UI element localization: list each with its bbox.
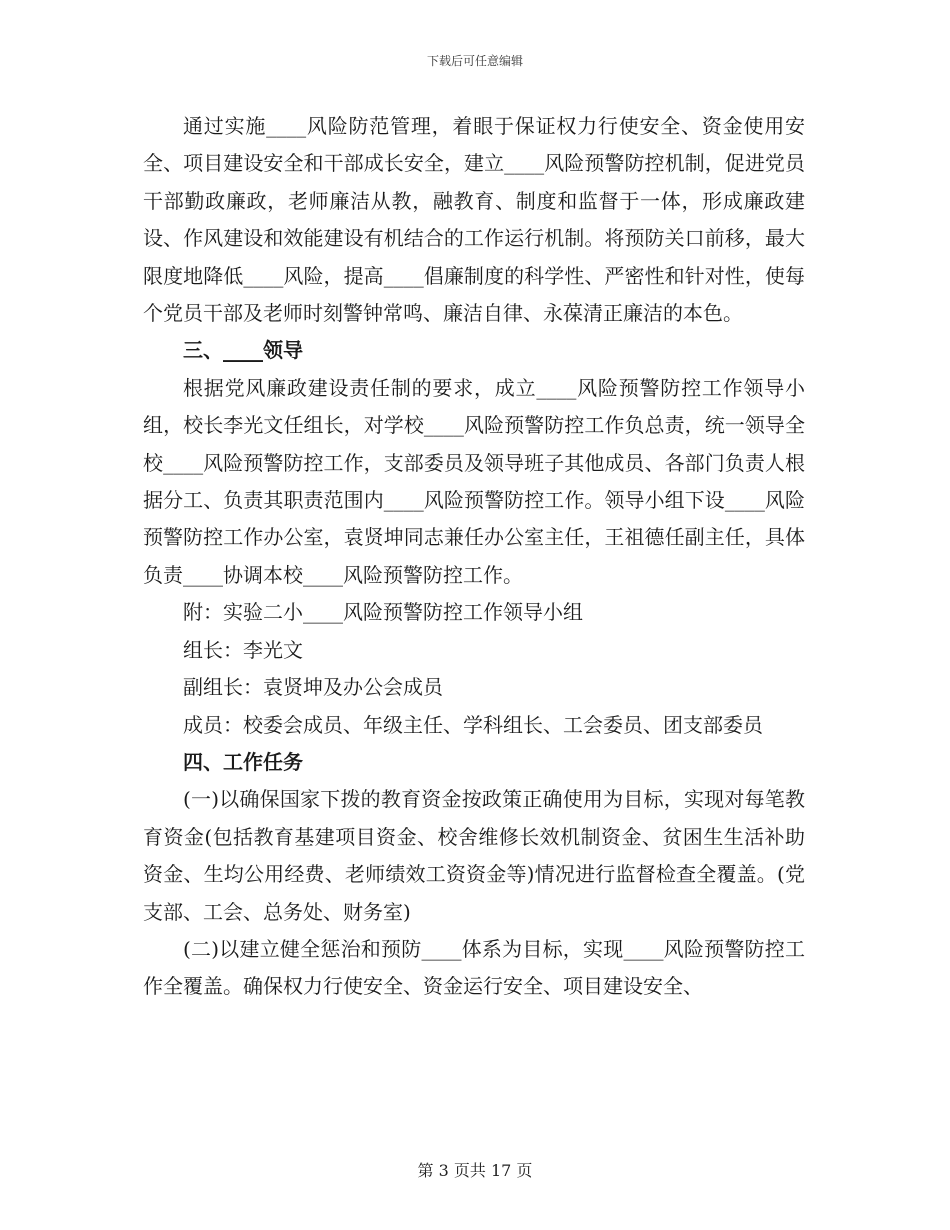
paragraph-members: 成员：校委会成员、年级主任、学科组长、工会委员、团支部委员 bbox=[183, 712, 763, 737]
paragraph-deputy-leader: 副组长：袁贤坤及办公会成员 bbox=[183, 675, 443, 700]
paragraph-task-one: (一)以确保国家下拨的教育资金按政策正确使用为目标，实现对每笔教育资金(包括教育基建项目资金、校舍维修长效机制资金、贫困生生活补助资金、生均公用经费、老师绩效工资资金等)情况进行监督检查全覆盖。(党支部、工会、总务处、财务室) bbox=[143, 787, 805, 924]
paragraph-leader: 组长：李光文 bbox=[183, 637, 303, 662]
document-body bbox=[143, 108, 805, 1006]
section-heading-tasks: 四、工作任务 bbox=[183, 749, 303, 774]
paragraph-attachment: 附：实验二小____风险预警防控工作领导小组 bbox=[183, 600, 583, 625]
paragraph-purpose: 通过实施____风险防范管理，着眼于保证权力行使安全、资金使用安全、项目建设安全和干部成长安全，建立____风险预警防控机制，促进党员干部勤政廉政，老师廉洁从教，融教育、制度和监督于一体，形成廉政建设、作风建设和效能建设有机结合的工作运行机制。将预防关口前移，最大限度地降低____风险，提高____倡廉制度的科学性、严密性和针对性，使每个党员干部及老师时刻警钟常鸣、廉洁自律、永葆清正廉洁的本色。 bbox=[143, 114, 805, 326]
section-heading-leadership: 三、____领导 bbox=[183, 338, 303, 363]
page-number: 第 3 页共 17 页 bbox=[417, 1161, 533, 1180]
paragraph-task-two: (二)以建立健全惩治和预防____体系为目标，实现____风险预警防控工作全覆盖。确保权力行使安全、资金运行安全、项目建设安全、 bbox=[143, 936, 805, 999]
paragraph-leadership: 根据党风廉政建设责任制的要求，成立____风险预警防控工作领导小组，校长李光文任组长，对学校____风险预警防控工作负总责，统一领导全校____风险预警防控工作，支部委员及领导班子其他成员、各部门负责人根据分工、负责其职责范围内____风险预警防控工作。领导小组下设____风险预警防控工作办公室，袁贤坤同志兼任办公室主任，王祖德任副主任，具体负责____协调本校____风险预警防控工作。 bbox=[143, 375, 805, 587]
page-header-note: 下载后可任意编辑 bbox=[426, 54, 523, 68]
